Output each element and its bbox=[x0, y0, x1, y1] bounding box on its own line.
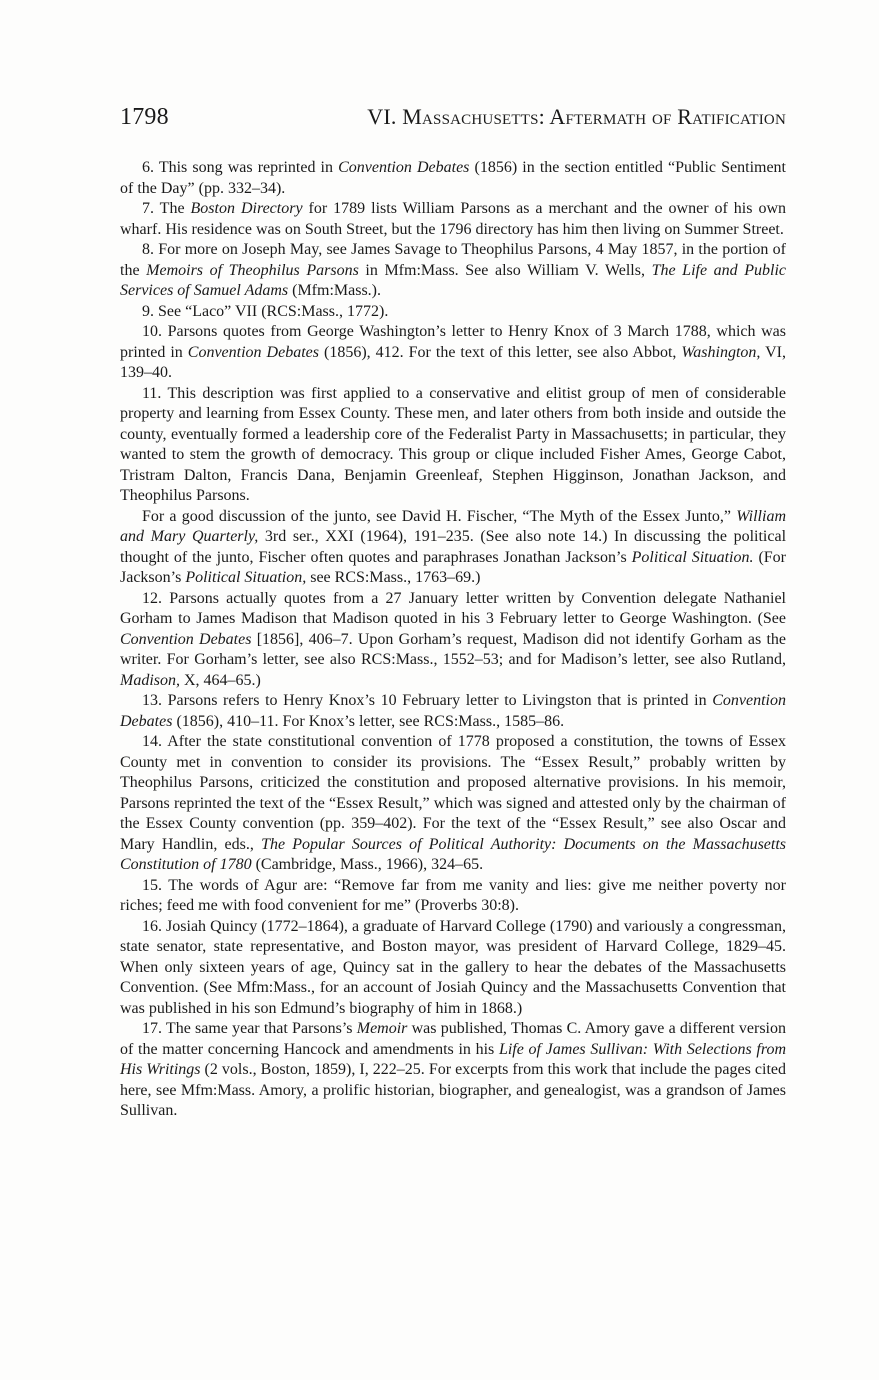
note-text: in Mfm:Mass. See also William V. Wells, bbox=[358, 261, 652, 279]
italic-title-text: Political Situation, bbox=[185, 569, 307, 586]
note-text: (Cambridge, Mass., 1966), 324–65. bbox=[251, 856, 484, 873]
note-text: 9. See “Laco” VII (RCS:Mass., 1772). bbox=[142, 302, 389, 320]
note-text: (For Jackson’s bbox=[120, 548, 787, 586]
note-text: for 1789 lists William Parsons as a merchant and the owner of his own wharf. His residence was on South Street, but the 1796 directory has him then living on Summer Street. bbox=[120, 200, 786, 238]
note-text: was published, Thomas C. Amory gave a different version of the matter concerning Hancock and amendments in his bbox=[120, 1020, 787, 1058]
endnote-paragraph bbox=[120, 732, 786, 876]
italic-title-text: Life of James Sullivan: With Selections from His Writings bbox=[120, 1040, 786, 1078]
note-text: 10. Parsons quotes from George Washington’s letter to Henry Knox of 3 March 1788, which was printed in bbox=[120, 323, 786, 361]
endnote-paragraph bbox=[120, 240, 786, 302]
italic-title-text: Boston Directory bbox=[190, 200, 303, 217]
note-text: [1856], 406–7. Upon Gorham’s request, Madison did not identify Gorham as the writer. For Gorham’s letter, see also RCS:Mass., 1552–53; and for Madison’s letter, see also Rutland, bbox=[120, 630, 786, 668]
note-text: VI, 139–40. bbox=[120, 343, 787, 381]
note-text: see RCS:Mass., 1763–69.) bbox=[306, 569, 481, 586]
italic-title-text: Convention Debates bbox=[187, 343, 319, 361]
italic-title-text: The Life and Public Services of Samuel Adams bbox=[120, 261, 787, 299]
endnote-paragraph bbox=[120, 917, 786, 1020]
note-text: 3rd ser., XXI (1964), 191–235. (See also note 14.) In discussing the political thought of the junto, Fischer often quotes and paraphrases Jonathan Jackson’s bbox=[120, 528, 787, 566]
note-text: 8. For more on Joseph May, see James Savage to Theophilus Parsons, 4 May 1857, in the portion of the bbox=[120, 241, 786, 279]
note-text: (1856) in the section entitled “Public Sentiment of the Day” (pp. 332–34). bbox=[120, 159, 787, 197]
italic-title-text: Madison, bbox=[120, 671, 180, 689]
note-text: 14. After the state constitutional convention of 1778 proposed a constitution, the towns of Essex County met in convention to consider its provisions. The “Essex Result,” probably written by Theophilus Parsons, criticized the constitution and proposed alternative provisions. In his memoir, Parsons reprinted the text of the “Essex Result,” which was signed and attested only by the chairman of the Essex County convention (pp. 359–402). For the text of the “Essex Result,” see also Oscar and Mary Handlin, eds., bbox=[120, 733, 786, 853]
page-number: 1798 bbox=[120, 104, 169, 130]
italic-title-text: The Popular Sources of Political Authority: Documents on the Massachusetts Constitution of 1780 bbox=[120, 835, 787, 873]
italic-title-text: Washington, bbox=[681, 343, 761, 361]
note-text: 12. Parsons actually quotes from a 27 January letter written by Convention delegate Nathaniel Gorham to James Madison that Madison quoted in his 3 February letter to George Washington. (See bbox=[120, 589, 786, 627]
note-text: 6. This song was reprinted in bbox=[142, 159, 339, 176]
endnote-paragraph bbox=[120, 158, 786, 199]
italic-title-text: Convention Debates bbox=[120, 630, 252, 648]
endnote-paragraph bbox=[120, 302, 786, 323]
italic-title-text: Memoir bbox=[356, 1020, 408, 1037]
note-text: (1856), 410–11. For Knox’s letter, see RCS:Mass., 1585–86. bbox=[172, 712, 565, 730]
italic-title-text: William and Mary Quarterly, bbox=[120, 507, 786, 545]
endnote-paragraph bbox=[120, 507, 786, 589]
endnote-paragraph bbox=[120, 384, 786, 507]
note-text: 17. The same year that Parsons’s bbox=[142, 1020, 357, 1037]
page-header bbox=[120, 104, 786, 138]
note-text: 16. Josiah Quincy (1772–1864), a graduate of Harvard College (1790) and variously a congressman, state senator, state representative, and Boston mayor, was president of Harvard College, 1829–45. When only sixteen years of age, Quincy sat in the gallery to hear the debates of the Massachusetts Convention. (See Mfm:Mass., for an account of Josiah Quincy and the Massachusetts Convention that was published in his son Edmund’s biography of him in 1868.) bbox=[120, 917, 786, 1017]
endnote-paragraph bbox=[120, 1019, 786, 1122]
note-text: (1856), 412. For the text of this letter, see also Abbot, bbox=[318, 343, 682, 361]
note-text: (Mfm:Mass.). bbox=[288, 282, 382, 299]
italic-title-text: Convention Debates bbox=[338, 159, 470, 176]
endnote-paragraph bbox=[120, 322, 786, 384]
italic-title-text: Memoirs of Theophilus Parsons bbox=[146, 261, 359, 279]
note-text: 11. This description was first applied to a conservative and elitist group of men of considerable property and learning from Essex County. These men, and later others from both inside and outside the county, eventually formed a leadership core of the Federalist Party in Massachusetts; in particular, they wanted to stem the growth of democracy. This group or clique included Fisher Ames, George Cabot, Tristram Dalton, Francis Dana, Benjamin Greenleaf, Stephen Higginson, Jonathan Jackson, and Theophilus Parsons. bbox=[120, 384, 786, 504]
endnote-paragraph bbox=[120, 199, 786, 240]
note-text: 15. The words of Agur are: “Remove far from me vanity and lies: give me neither poverty nor riches; feed me with food convenient for me” (Proverbs 30:8). bbox=[120, 876, 786, 914]
note-text: (2 vols., Boston, 1859), I, 222–25. For excerpts from this work that include the pages cited here, see Mfm:Mass. Amory, a prolific historian, biographer, and genealogist, was a grandson of James Sullivan. bbox=[120, 1061, 786, 1119]
note-text: For a good discussion of the junto, see David H. Fischer, “The Myth of the Essex Junto,” bbox=[142, 507, 737, 525]
italic-title-text: Convention Debates bbox=[120, 692, 786, 730]
note-text: 7. The bbox=[142, 200, 191, 217]
italic-title-text: Political Situation. bbox=[631, 548, 754, 566]
note-text: 13. Parsons refers to Henry Knox’s 10 February letter to Livingston that is printed in bbox=[142, 692, 713, 709]
endnote-paragraph bbox=[120, 589, 786, 692]
running-head: VI. Massachusetts: Aftermath of Ratification bbox=[367, 104, 786, 129]
endnote-paragraph bbox=[120, 876, 786, 917]
endnotes bbox=[120, 158, 786, 1122]
endnote-paragraph bbox=[120, 691, 786, 732]
note-text: X, 464–65.) bbox=[180, 671, 261, 689]
